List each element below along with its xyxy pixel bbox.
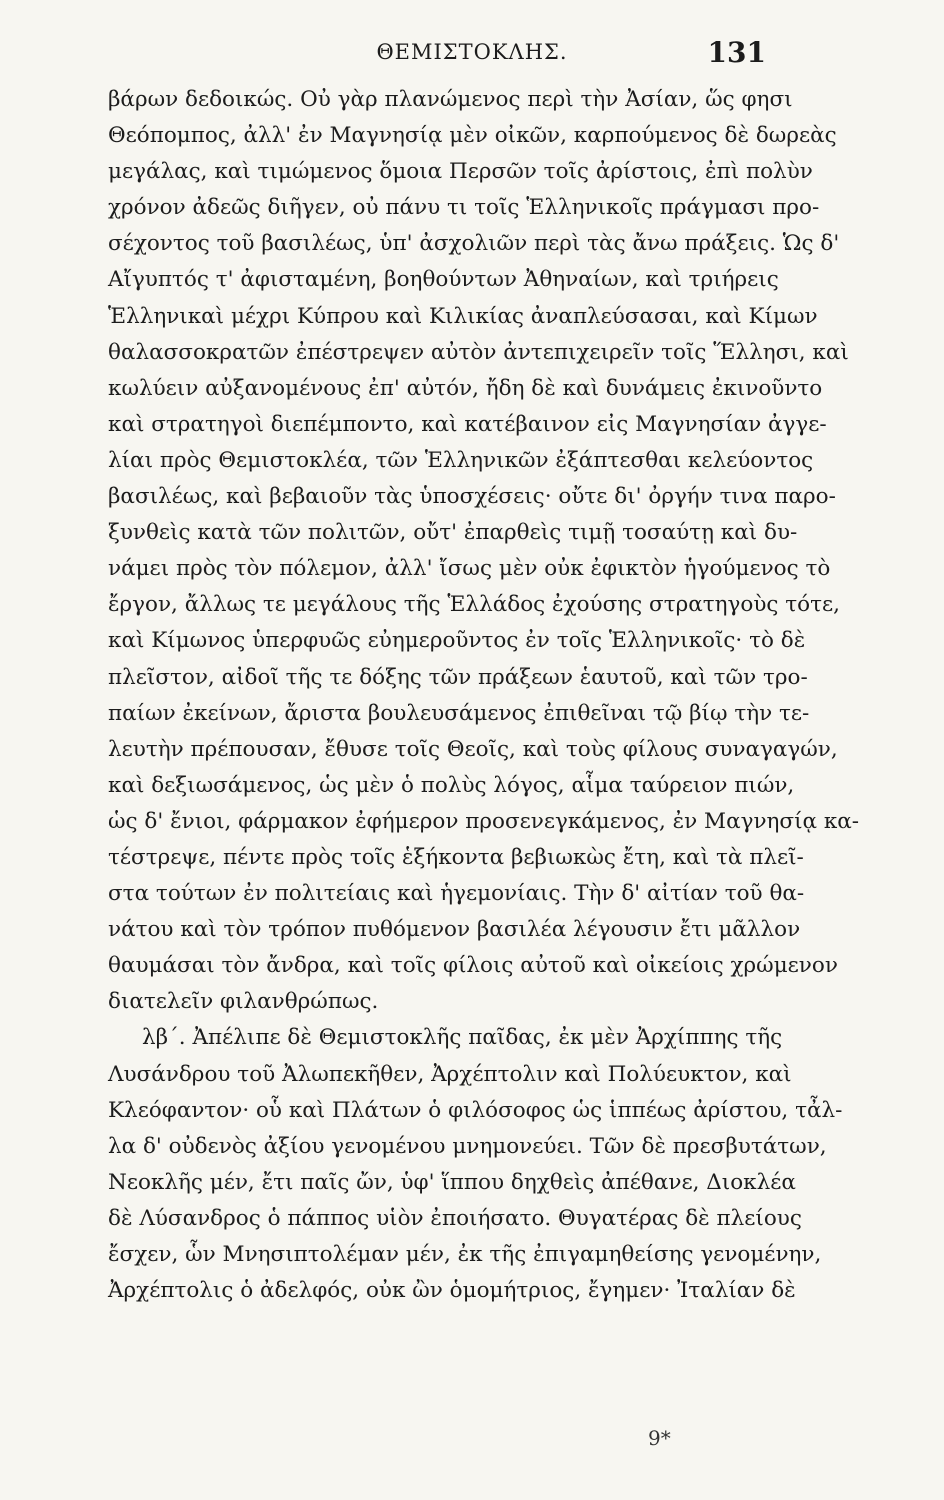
text-line: στα τούτων ἐν πολιτείαις καὶ ἡγεμονίαις. Τὴν δ' αἰτίαν τοῦ θα- bbox=[108, 881, 805, 907]
page-number: 131 bbox=[707, 36, 766, 69]
text-line: θαλασσοκρατῶν ἐπέστρεψεν αὐτὸν ἀντεπιχειρεῖν τοῖς Ἕλλησι, καὶ bbox=[108, 339, 849, 365]
text-line: διατελεῖν φιλανθρώπως. bbox=[108, 989, 379, 1015]
text-line: μεγάλας, καὶ τιμώμενος ὅμοια Περσῶν τοῖς ἀρίστοις, ἐπὶ πολὺν bbox=[108, 159, 813, 185]
text-line: νάμει πρὸς τὸν πόλεμον, ἀλλ' ἴσως μὲν οὐκ ἐφικτὸν ἡγούμενος τὸ bbox=[108, 556, 831, 582]
body-text bbox=[108, 82, 860, 1309]
text-line: λίαι πρὸς Θεμιστοκλέα, τῶν Ἑλληνικῶν ἐξάπτεσθαι κελεύοντος bbox=[108, 447, 814, 473]
text-line: ὡς δ' ἔνιοι, φάρμακον ἐφήμερον προσενεγκάμενος, ἐν Μαγνησίᾳ κα- bbox=[108, 808, 860, 834]
text-line: παίων ἐκείνων, ἄριστα βουλευσάμενος ἐπιθεῖναι τῷ βίῳ τὴν τε- bbox=[108, 700, 810, 726]
text-line: Νεοκλῆς μέν, ἔτι παῖς ὤν, ὑφ' ἵππου δηχθεὶς ἀπέθανε, Διοκλέα bbox=[108, 1169, 796, 1195]
text-line: βάρων δεδοικώς. Οὐ γὰρ πλανώμενος περὶ τὴν Ἀσίαν, ὥς φησι bbox=[108, 87, 793, 112]
text-line: Λυσάνδρου τοῦ Ἀλωπεκῆθεν, Ἀρχέπτολιν καὶ Πολύευκτον, καὶ bbox=[108, 1061, 792, 1087]
text-line: Κλεόφαντον· οὗ καὶ Πλάτων ὁ φιλόσοφος ὡς ἱππέως ἀρίστου, τἆλ- bbox=[108, 1097, 843, 1123]
text-line: βασιλέως, καὶ βεβαιοῦν τὰς ὑποσχέσεις· οὔτε δι' ὀργήν τινα παρο- bbox=[108, 484, 836, 510]
section-start-line: λβ΄. Ἀπέλιπε δὲ Θεμιστοκλῆς παῖδας, ἐκ μὲν Ἀρχίππης τῆς bbox=[142, 1025, 783, 1051]
text-line: τέστρεψε, πέντε πρὸς τοῖς ἑξήκοντα βεβιωκὼς ἔτη, καὶ τὰ πλεῖ- bbox=[108, 844, 804, 870]
signature-mark: 9* bbox=[648, 1426, 671, 1450]
text-line: ἔσχεν, ὧν Μνησιπτολέμαν μέν, ἐκ τῆς ἐπιγαμηθείσης γενομένην, bbox=[108, 1242, 822, 1267]
text-line: θαυμάσαι τὸν ἄνδρα, καὶ τοῖς φίλοις αὐτοῦ καὶ οἰκείοις χρώμενον bbox=[108, 953, 838, 979]
text-line: Θεόπομπος, ἀλλ' ἐν Μαγνησίᾳ μὲν οἰκῶν, καρπούμενος δὲ δωρεὰς bbox=[108, 123, 837, 149]
text-line: καὶ δεξιωσάμενος, ὡς μὲν ὁ πολὺς λόγος, αἷμα ταύρειον πιών, bbox=[108, 772, 795, 798]
page-title: ΘΕΜΙΣΤΟΚΛΗΣ. bbox=[376, 40, 568, 64]
text-line: Ἀρχέπτολις ὁ ἀδελφός, οὐκ ὢν ὁμομήτριος, ἔγημεν· Ἰταλίαν δὲ bbox=[108, 1278, 796, 1304]
text-line: ἔργον, ἄλλως τε μεγάλους τῆς Ἑλλάδος ἐχούσης στρατηγοὺς τότε, bbox=[108, 592, 840, 618]
text-line: λα δ' οὐδενὸς ἀξίου γενομένου μνημονεύει. Τῶν δὲ πρεσβυτάτων, bbox=[108, 1133, 827, 1159]
text-line: σέχοντος τοῦ βασιλέως, ὑπ' ἀσχολιῶν περὶ τὰς ἄνω πράξεις. Ὡς δ' bbox=[108, 231, 840, 257]
text-line: δὲ Λύσανδρος ὁ πάππος υἱὸν ἐποιήσατο. Θυγατέρας δὲ πλείους bbox=[108, 1205, 802, 1231]
text-line: πλεῖστον, αἰδοῖ τῆς τε δόξης τῶν πράξεων ἑαυτοῦ, καὶ τῶν τρο- bbox=[108, 664, 808, 690]
text-line: κωλύειν αὐξανομένους ἐπ' αὐτόν, ἤδη δὲ καὶ δυνάμεις ἐκινοῦντο bbox=[108, 375, 823, 401]
running-head bbox=[0, 32, 944, 72]
text-line: καὶ Κίμωνος ὑπερφυῶς εὐημεροῦντος ἐν τοῖς Ἑλληνικοῖς· τὸ δὲ bbox=[108, 628, 806, 654]
text-line: Αἴγυπτός τ' ἀφισταμένη, βοηθούντων Ἀθηναίων, καὶ τριήρεις bbox=[108, 267, 779, 293]
text-line: Ἑλληνικαὶ μέχρι Κύπρου καὶ Κιλικίας ἀναπλεύσασαι, καὶ Κίμων bbox=[108, 303, 818, 329]
text-line: χρόνον ἀδεῶς διῆγεν, οὐ πάνυ τι τοῖς Ἑλληνικοῖς πράγμασι προ- bbox=[108, 195, 820, 221]
text-line: καὶ στρατηγοὶ διεπέμποντο, καὶ κατέβαινον εἰς Μαγνησίαν ἀγγε- bbox=[108, 411, 827, 437]
text-line: νάτου καὶ τὸν τρόπον πυθόμενον βασιλέα λέγουσιν ἔτι μᾶλλον bbox=[108, 917, 801, 943]
text-line: λευτὴν πρέπουσαν, ἔθυσε τοῖς Θεοῖς, καὶ τοὺς φίλους συναγαγών, bbox=[108, 736, 838, 762]
text-line: ξυνθεὶς κατὰ τῶν πολιτῶν, οὔτ' ἐπαρθεὶς τιμῇ τοσαύτῃ καὶ δυ- bbox=[108, 520, 798, 546]
